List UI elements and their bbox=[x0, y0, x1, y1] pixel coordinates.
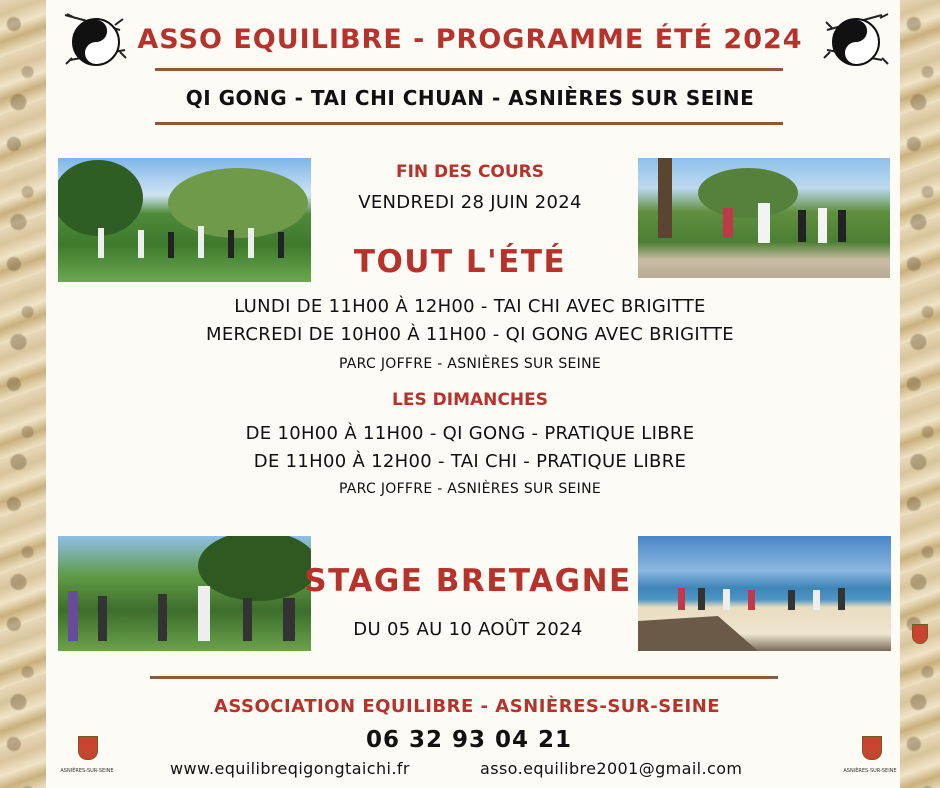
summer-location: PARC JOFFRE - ASNIÈRES SUR SEINE bbox=[338, 356, 602, 372]
page-subtitle: QI GONG - TAI CHI CHUAN - ASNIÈRES SUR SEINE bbox=[185, 86, 755, 110]
sundays-location: PARC JOFFRE - ASNIÈRES SUR SEINE bbox=[338, 481, 602, 497]
divider bbox=[155, 122, 783, 125]
sundays-heading: LES DIMANCHES bbox=[392, 390, 548, 410]
crest-caption: ASNIÈRES-SUR-SEINE bbox=[60, 768, 114, 774]
stage-dates: DU 05 AU 10 AOÛT 2024 bbox=[353, 619, 583, 640]
page-title: ASSO EQUILIBRE - PROGRAMME ÉTÉ 2024 bbox=[137, 24, 803, 55]
summer-line-1: LUNDI DE 11H00 À 12H00 - TAI CHI AVEC BRIGITTE bbox=[234, 296, 706, 317]
divider bbox=[155, 68, 783, 71]
footer-email[interactable]: asso.equilibre2001@gmail.com bbox=[480, 759, 743, 778]
crest-caption: ASNIÈRES-SUR-SEINE bbox=[843, 768, 897, 774]
stage-heading: STAGE BRETAGNE bbox=[304, 563, 632, 599]
summer-line-2: MERCREDI DE 10H00 À 11H00 - QI GONG AVEC BRIGITTE bbox=[206, 324, 734, 345]
footer-phone: 06 32 93 04 21 bbox=[365, 727, 573, 753]
city-crest-icon bbox=[862, 736, 882, 760]
sundays-line-1: DE 10H00 À 11H00 - QI GONG - PRATIQUE LIBRE bbox=[245, 423, 695, 444]
summer-heading: TOUT L'ÉTÉ bbox=[353, 244, 567, 280]
footer-website[interactable]: www.equilibreqigongtaichi.fr bbox=[170, 759, 410, 778]
city-crest-icon bbox=[78, 736, 98, 760]
end-of-classes-date: VENDREDI 28 JUIN 2024 bbox=[358, 192, 582, 213]
divider bbox=[150, 676, 778, 679]
end-of-classes-label: FIN DES COURS bbox=[395, 162, 545, 182]
sundays-line-2: DE 11H00 À 12H00 - TAI CHI - PRATIQUE LIBRE bbox=[253, 451, 687, 472]
footer-association: ASSOCIATION EQUILIBRE - ASNIÈRES-SUR-SEINE bbox=[213, 696, 721, 717]
city-crest-icon bbox=[912, 624, 928, 644]
